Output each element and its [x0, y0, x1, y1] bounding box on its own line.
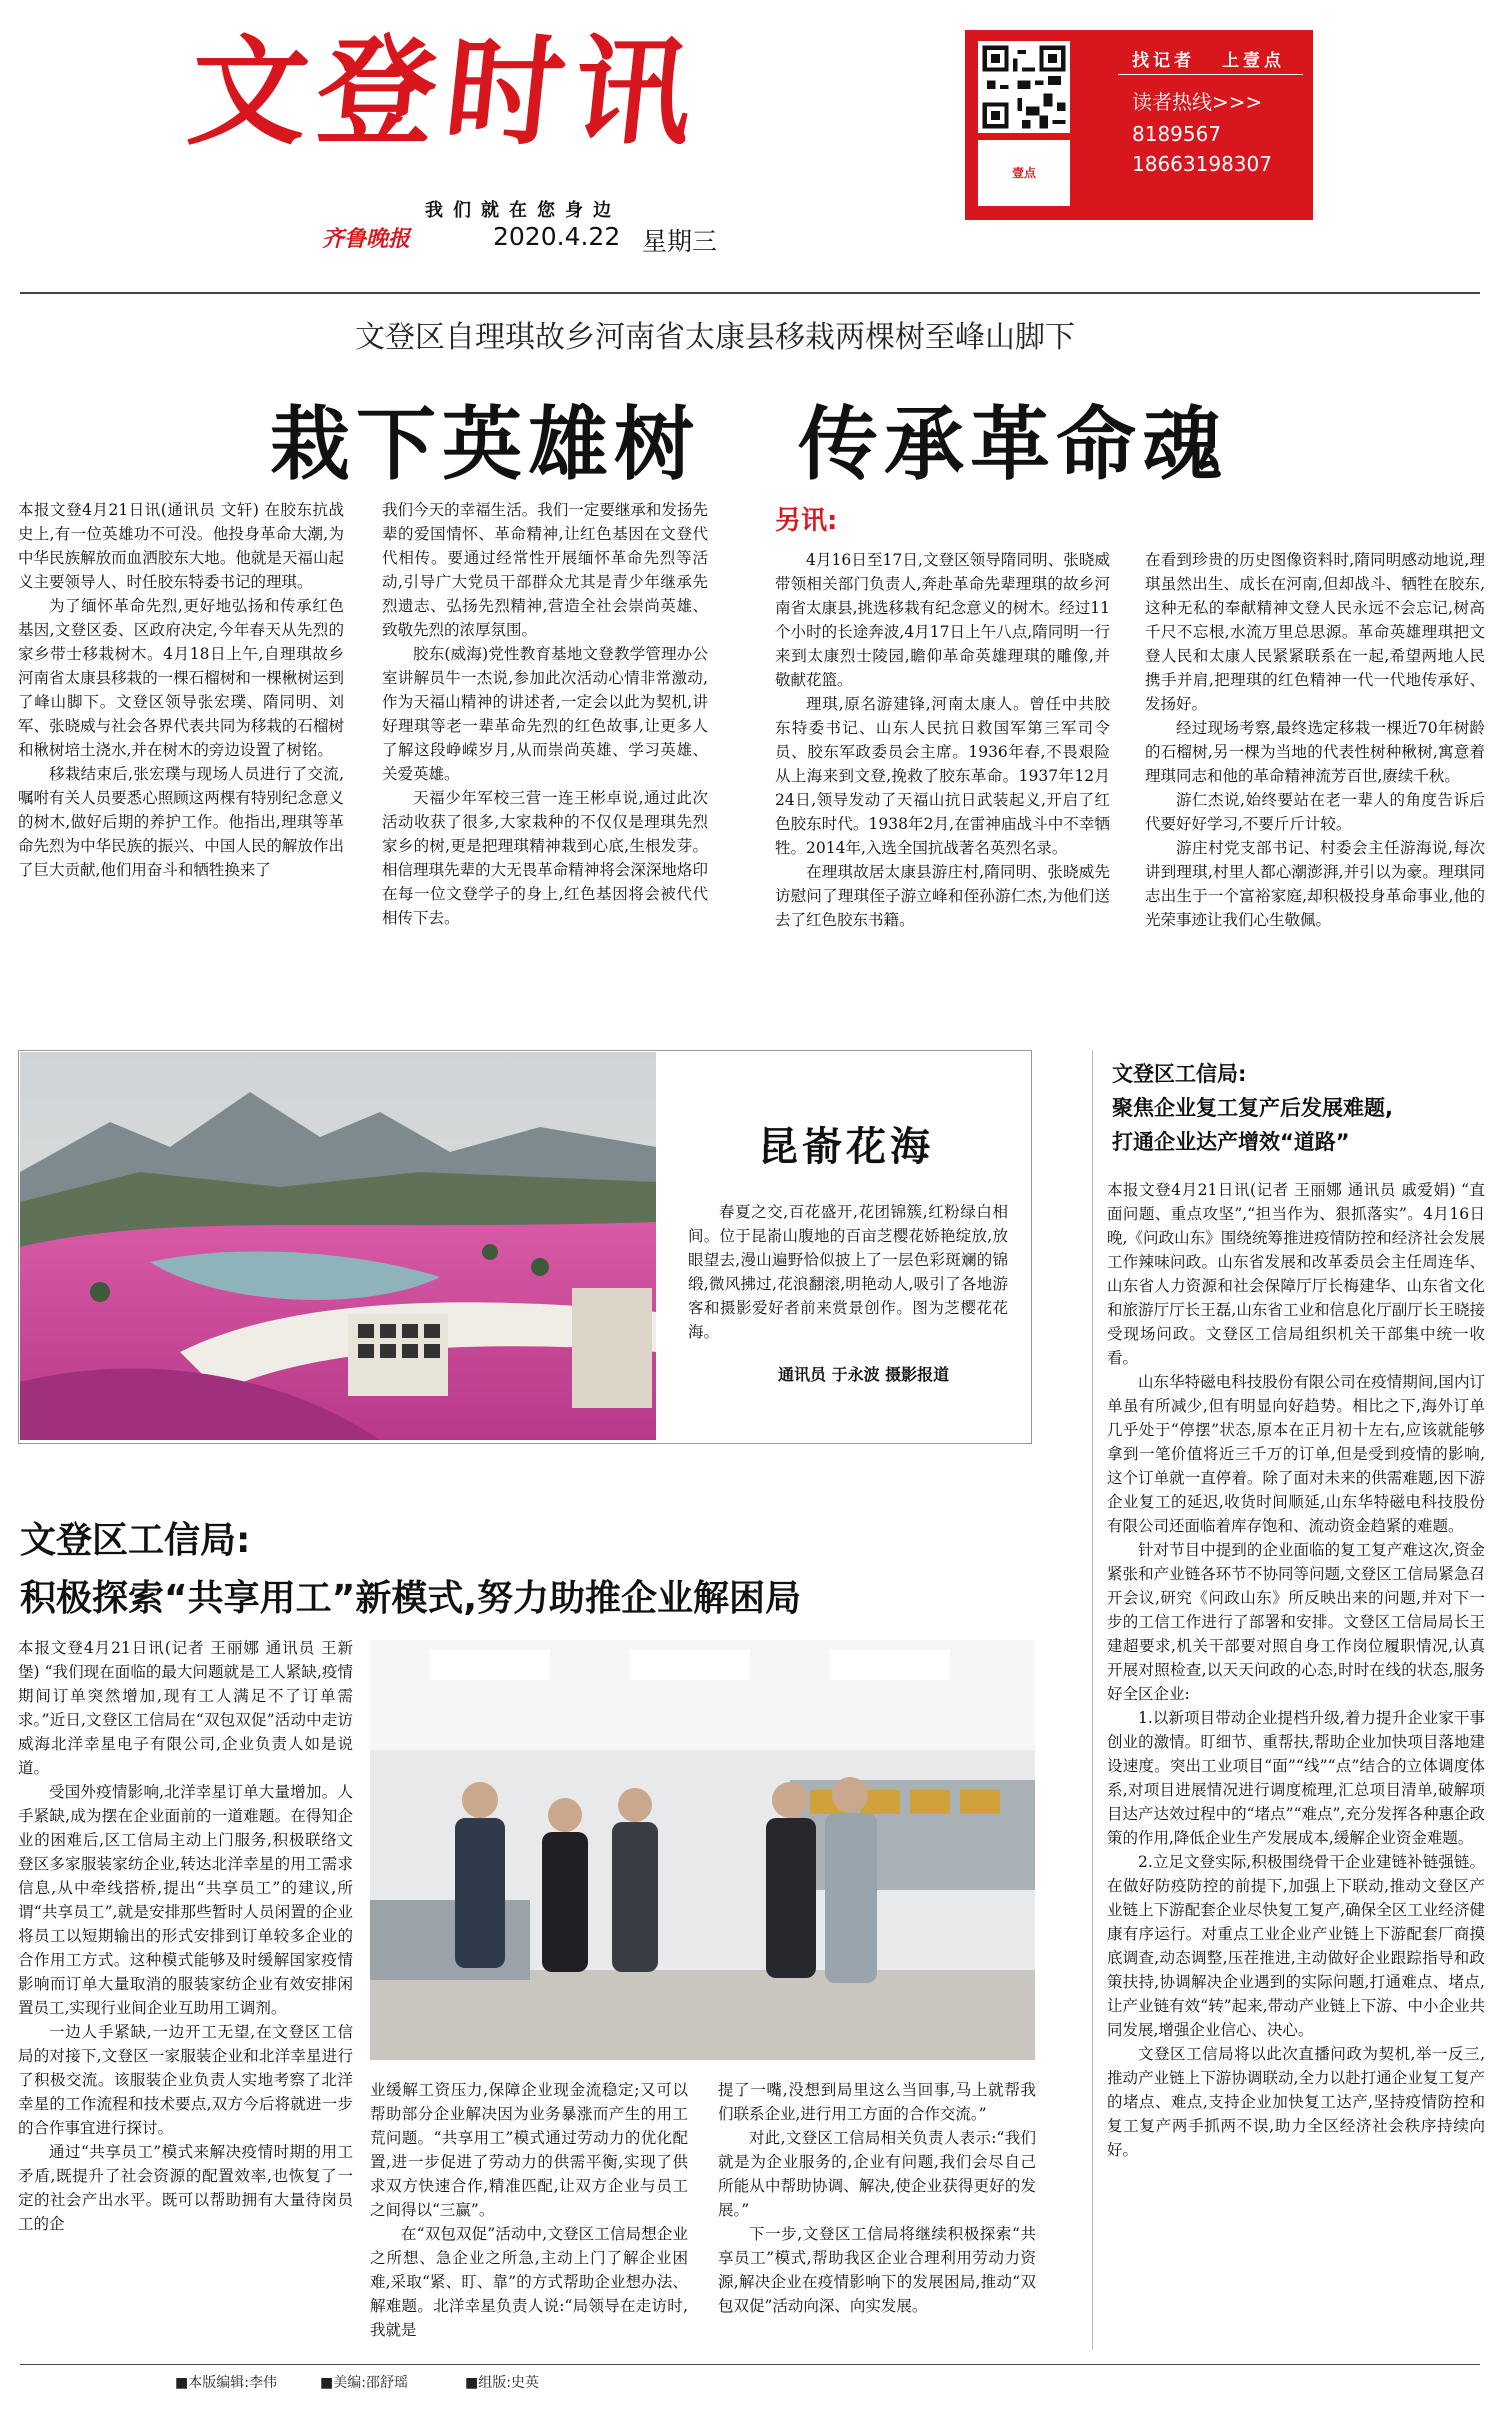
side-story-column	[1107, 1178, 1485, 2162]
lead-subheadline: 文登区自理琪故乡河南省太康县移栽两棵树至峰山脚下	[355, 320, 1075, 355]
bottom-column-1	[18, 1636, 353, 2236]
hotline-divider	[1118, 74, 1303, 75]
photo-credit: 通讯员 于永波 摄影报道	[778, 1365, 950, 1384]
masthead-rule	[20, 292, 1480, 294]
factory-visit-photo	[370, 1640, 1035, 2060]
lead-paragraph: 游庄村党支部书记、村委会主任游海说,每次讲到理琪,村里人都心潮澎湃,并引以为豪。理琪同志出生于一个富裕家庭,却积极投身革命事业,他的光荣事迹让我们心生敬佩。	[1145, 839, 1485, 929]
side-story-paragraph: 1.以新项目带动企业提档升级,着力提升企业家干事创业的激情。盯细节、重帮扶,帮助企业加快项目落地建设速度。突出工业项目“面”“线”“点”结合的立体调度体系,对项目进展情况进行调度梳理,汇总项目清单,破解项目达产达效过程中的“堵点”“难点”,充分发挥各种惠企政策的作用,降低企业生产发展成本,缓解企业资金难题。	[1107, 1709, 1485, 1847]
side-story-paragraph: 山东华特磁电科技股份有限公司在疫情期间,国内订单虽有所减少,但有明显向好趋势。相比之下,海外订单几乎处于“停摆”状态,原本在正月初十左右,应该就能够拿到一笔价值将近三千万的订单,但是受到疫情的影响,这个订单就一直停着。除了面对未来的供需难题,因下游企业复工的延迟,收货时间顺延,山东华特磁电科技股份有限公司还面临着库存饱和、流动资金趋紧的难题。	[1107, 1373, 1485, 1535]
footer-proofreader: ■组版:史英	[465, 2375, 539, 2391]
lead-column-1	[18, 498, 344, 882]
bottom-paragraph: 受国外疫情影响,北洋幸星订单大量增加。人手紧缺,成为摆在企业面前的一道难题。在得知企业的困难后,区工信局主动上门服务,积极联络文登区多家服装家纺企业,转达北洋幸星的用工需求信息,从中牵线搭桥,提出“共享员工”的建议,所谓“共享员工”,就是安排那些暂时人员闲置的企业将员工以短期输出的形式安排到订单较多企业的合作用工方式。这种模式能够及时缓解国家疫情影响而订单大量取消的服装家纺企业有效安排闲置员工,实现行业间企业互助用工调剂。	[18, 1783, 353, 2017]
side-story-kicker: 文登区工信局:	[1112, 1062, 1247, 1086]
side-story-paragraph: 本报文登4月21日讯(记者 王丽娜 通讯员 戚爱娟) “直面问题、重点攻坚”,“担当作为、狠抓落实”。4月16日晚,《问政山东》围绕统筹推进疫情防控和经济社会发展工作辣味问政。山东省发展和改革委员会主任周连华、山东省人力资源和社会保障厅厅长梅建华、山东省文化和旅游厅厅长王磊,山东省工业和信息化厅副厅长王晓接受现场问政。文登区工信局组织机关干部集中统一收看。	[1107, 1181, 1485, 1367]
issue-weekday: 星期三	[642, 227, 718, 256]
lead-paragraph: 天福少年军校三营一连王彬卓说,通过此次活动收获了很多,大家栽种的不仅仅是理琪先烈家乡的树,更是把理琪精神栽到心底,生根发芽。相信理琪先辈的大无畏革命精神将会深深地烙印在每一位文登学子的身上,红色基因将会被代代相传下去。	[382, 789, 708, 927]
footer-designer: ■美编:邵舒瑶	[320, 2375, 408, 2391]
lead-paragraph: 理琪,原名游建锋,河南太康人。曾任中共胶东特委书记、山东人民抗日救国军第三军司令员、胶东军政委员会主席。1936年春,不畏艰险从上海来到文登,挽救了胶东革命。1937年12月24日,领导发动了天福山抗日武装起义,开启了红色胶东时代。1938年2月,在雷神庙战斗中不幸牺牲。2014年,入选全国抗战著名英烈名录。	[775, 695, 1110, 857]
lead-paragraph: 本报文登4月21日讯(通讯员 文轩) 在胶东抗战史上,有一位英雄功不可没。他投身革命大潮,为中华民族解放而血洒胶东大地。他就是天福山起义主要领导人、时任胶东特委书记的理琪。	[18, 501, 344, 591]
side-story-paragraph: 文登区工信局将以此次直播问政为契机,举一反三,推动产业链上下游协调联动,全力以赴打通企业复工复产的堵点、难点,支持企业加快复工达产,坚持疫情防控和复工复产两手抓两不误,助力全区经济社会秩序持续向好。	[1107, 2045, 1485, 2159]
find-reporter-label-2: 上壹点	[1222, 51, 1285, 71]
bottom-paragraph: 通过“共享员工”模式来解决疫情时期的用工矛盾,既提升了社会资源的配置效率,也恢复了一定的社会产出水平。既可以帮助拥有大量待岗员工的企	[18, 2143, 353, 2233]
lead-paragraph: 移栽结束后,张宏璞与现场人员进行了交流,嘱咐有关人员要悉心照顾这两棵有特别纪念意义的树木,做好后期的养护工作。他指出,理琪等革命先烈为中华民族的振兴、中国人民的解放作出了巨大贡献,他们用奋斗和牺牲换来了	[18, 765, 344, 879]
lead-paragraph: 为了缅怀革命先烈,更好地弘扬和传承红色基因,文登区委、区政府决定,今年春天从先烈的家乡带士移栽树木。4月18日上午,自理琪故乡河南省太康县移栽的一棵石榴树和一棵楸树运到了峰山脚下。文登区领导张宏璞、隋同明、刘军、张晓威与社会各界代表共同为移栽的石榴树和楸树培土浇水,并在树木的旁边设置了树铭。	[18, 597, 344, 759]
masthead-slogan: 我们就在您身边	[425, 200, 621, 221]
issue-date: 2020.4.22	[493, 222, 621, 251]
bottom-paragraph: 一边人手紧缺,一边开工无望,在文登区工信局的对接下,文登区一家服装企业和北洋幸星进行了积极交流。该服装企业负责人实地考察了北洋幸星的工作流程和技术要点,双方今后将就进一步的合作事宜进行探讨。	[18, 2023, 353, 2137]
hotline-phone-1: 8189567	[1132, 122, 1222, 146]
photo-feature-title: 昆嵛花海	[758, 1124, 934, 1170]
bottom-paragraph: 提了一嘴,没想到局里这么当回事,马上就帮我们联系企业,进行用工方面的合作交流。”	[718, 2081, 1036, 2123]
photo-caption-text: 春夏之交,百花盛开,花团锦簇,红粉绿白相间。位于昆嵛山腹地的百亩芝樱花娇艳绽放,放眼望去,漫山遍野恰似披上了一层色彩斑斓的锦缎,微风拂过,花浪翻滚,明艳动人,吸引了各地游客和摄影爱好者前来赏景创作。图为芝樱花花海。	[688, 1203, 1008, 1341]
app-badge: 壹点	[978, 140, 1070, 206]
footer-editor: ■本版编辑:李伟	[175, 2375, 277, 2391]
lead-column-2	[382, 498, 708, 930]
lead-column-4	[1145, 548, 1485, 932]
lead-column-3	[775, 548, 1110, 932]
hotline-label: 读者热线>>>	[1132, 90, 1263, 114]
lead-paragraph: 游仁杰说,始终要站在老一辈人的角度告诉后代要好好学习,不要斤斤计较。	[1145, 791, 1485, 833]
side-story-headline-2: 打通企业达产增效“道路”	[1112, 1130, 1350, 1154]
bottom-column-2	[370, 2078, 688, 2342]
lead-paragraph: 在看到珍贵的历史图像资料时,隋同明感动地说,理琪虽然出生、成长在河南,但却战斗、牺牲在胶东,这种无私的奉献精神文登人民永远不会忘记,树高千尺不忘根,水流万里总思源。革命英雄理琪把文登人民和太康人民紧紧联系在一起,希望两地人民携手并肩,把理琪的红色精神一代一代地传承好、发扬好。	[1145, 551, 1485, 713]
column-divider	[1092, 1050, 1093, 2350]
lead-headline-part2: 传承革命魂	[798, 398, 1228, 491]
photo-feature-caption	[688, 1200, 1008, 1344]
bottom-paragraph: 对此,文登区工信局相关负责人表示:“我们就是为企业服务的,企业有问题,我们会尽自己所能从中帮助协调、解决,使企业获得更好的发展。”	[718, 2129, 1036, 2219]
bottom-paragraph: 本报文登4月21日讯(记者 王丽娜 通讯员 王新堡) “我们现在面临的最大问题就是工人紧缺,疫情期间订单突然增加,现有工人满足不了订单需求。”近日,文登区工信局在“双包双促”活动中走访威海北洋幸星电子有限公司,企业负责人如是说道。	[18, 1639, 353, 1777]
side-story-paragraph: 2.立足文登实际,积极围绕骨干企业建链补链强链。在做好防疫防控的前提下,加强上下联动,推动文登区产业链上下游配套企业尽快复工复产,确保全区工业经济健康有序运行。对重点工业企业产业链上下游配套厂商摸底调查,动态调整,压茬推进,主动做好企业跟踪指导和政策扶持,协调解决企业遇到的实际问题,打通难点、堵点,让产业链有效“转”起来,带动产业链上下游、中小企业共同发展,增强企业信心、决心。	[1107, 1853, 1485, 2039]
bottom-paragraph: 在“双包双促”活动中,文登区工信局想企业之所想、急企业之所急,主动上门了解企业困难,采取“紧、盯、靠”的方式帮助企业想办法、解难题。北洋幸星负责人说:“局领导在走访时,我就是	[370, 2225, 688, 2339]
lead-paragraph: 4月16日至17日,文登区领导隋同明、张晓威带领相关部门负责人,奔赴革命先辈理琪的故乡河南省太康县,挑选移栽有纪念意义的树木。经过11个小时的长途奔波,4月17日上午八点,隋同明一行来到太康烈士陵园,瞻仰革命英雄理琪的雕像,并敬献花篮。	[775, 551, 1110, 689]
flower-sea-photo	[20, 1052, 656, 1440]
lead-paragraph: 经过现场考察,最终选定移栽一棵近70年树龄的石榴树,另一棵为当地的代表性树种楸树,寓意着理琪同志和他的革命精神流芳百世,赓续千秋。	[1145, 719, 1485, 785]
hotline-phone-2: 18663198307	[1132, 152, 1272, 176]
lead-paragraph: 我们今天的幸福生活。我们一定要继承和发扬先辈的爱国情怀、革命精神,让红色基因在文登代代相传。要通过经常性开展缅怀革命先烈等活动,引导广大党员干部群众尤其是青少年继承先烈遗志、弘扬先烈精神,营造全社会崇尚英雄、致敬先烈的浓厚氛围。	[382, 501, 708, 639]
qr-code-icon	[978, 41, 1070, 133]
lead-paragraph: 在理琪故居太康县游庄村,隋同明、张晓威先访慰问了理琪侄子游立峰和侄孙游仁杰,为他们送去了红色胶东书籍。	[775, 863, 1110, 929]
find-reporter-label: 找记者	[1132, 51, 1195, 71]
bottom-story-headline: 积极探索“共享用工”新模式,努力助推企业解困局	[20, 1578, 801, 1619]
bottom-paragraph: 下一步,文登区工信局将继续积极探索“共享员工”模式,帮助我区企业合理利用劳动力资源,解决企业在疫情影响下的发展困局,推动“双包双促”活动向深、向实发展。	[718, 2225, 1036, 2315]
aside-label: 另讯:	[775, 506, 838, 536]
lead-paragraph: 胶东(威海)党性教育基地文登教学管理办公室讲解员牛一杰说,参加此次活动心情非常激动,作为天福山精神的讲述者,一定会以此为契机,讲好理琪等老一辈革命先烈的红色故事,让更多人了解这段峥嵘岁月,从而崇尚英雄、学习英雄、关爱英雄。	[382, 645, 708, 783]
bottom-paragraph: 业缓解工资压力,保障企业现金流稳定;又可以帮助部分企业解决因为业务暴涨而产生的用工荒问题。“共享用工”模式通过劳动力的优化配置,进一步促进了劳动力的供需平衡,实现了供求双方快速合作,精准匹配,让双方企业与员工之间得以“三赢”。	[370, 2081, 688, 2219]
footer-rule	[20, 2364, 1480, 2365]
masthead-title: 文登时讯	[182, 23, 710, 161]
side-story-paragraph: 针对节目中提到的企业面临的复工复产难这次,资金紧张和产业链各环节不协同等问题,文登区工信局紧急召开会议,研究《问政山东》所反映出来的问题,并对下一步的工信工作进行了部署和安排。文登区工信局局长王建超要求,机关干部要对照自身工作岗位履职情况,认真开展对照检查,以天天问政的心态,时时在线的状态,服务好全区企业:	[1107, 1541, 1485, 1703]
bottom-story-kicker: 文登区工信局:	[20, 1520, 251, 1561]
bottom-column-3	[718, 2078, 1036, 2318]
side-story-headline-1: 聚焦企业复工复产后发展难题,	[1112, 1096, 1393, 1120]
partner-logo: 齐鲁晚报	[322, 226, 411, 252]
lead-headline-part1: 栽下英雄树	[270, 398, 700, 491]
